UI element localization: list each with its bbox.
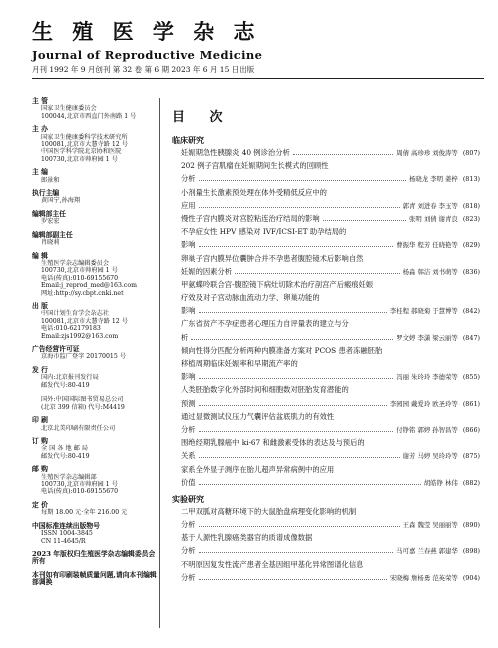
page-number: (842) bbox=[462, 307, 480, 316]
sidebar-line: Email:zjs1992@163.com bbox=[41, 332, 119, 340]
dot-leader bbox=[199, 378, 394, 379]
dot-leader bbox=[235, 273, 400, 274]
article-title-text: 分析 bbox=[181, 546, 196, 556]
sidebar-line: 100730,北京市帅府园 1 号 bbox=[41, 155, 118, 163]
toc-entry-row bbox=[172, 372, 480, 385]
article-title-text: 基于人源性乳腺癌类器官的质谱成像数据 bbox=[181, 533, 313, 543]
sidebar-block bbox=[32, 551, 160, 566]
toc-entry-title-line bbox=[172, 227, 480, 240]
sidebar-line: 国家卫生健康委员会 bbox=[41, 105, 97, 113]
dot-leader bbox=[199, 552, 394, 553]
article-authors: 李桂程 郝晓菊 于慧博等 bbox=[389, 307, 458, 316]
article-title-text: 预测 bbox=[181, 398, 196, 408]
toc-entry-row bbox=[172, 148, 480, 161]
sidebar-heading: 邮 购 bbox=[32, 465, 48, 474]
sidebar-heading: 2023 年版权归生殖医学杂志编辑委员会所有 bbox=[32, 549, 156, 566]
sidebar-line: 国外:中国国际图书贸易总公司 bbox=[41, 396, 124, 404]
article-title-text: 分析 bbox=[181, 520, 196, 530]
sidebar-line: 北京北美印刷有限责任公司 bbox=[41, 424, 116, 432]
sidebar-line: 100044,北京市西直门外南路 1 号 bbox=[41, 112, 137, 120]
sidebar-block bbox=[32, 502, 160, 517]
article-title-text: 影响 bbox=[181, 240, 196, 250]
toc-entry-title-line bbox=[172, 254, 480, 267]
dot-leader bbox=[199, 180, 406, 181]
sidebar-block bbox=[32, 190, 160, 205]
article-title-text: 疗效及对子宫动脉血流动力学、卵巢功能的 bbox=[181, 293, 320, 303]
sidebar-block bbox=[32, 126, 160, 163]
sidebar-line: 全 国 各 地 邮 局 bbox=[41, 445, 88, 453]
sidebar-line: 邮发代号:80-419 bbox=[41, 381, 90, 389]
sidebar-line: 电话(传真):010-69155670 bbox=[41, 488, 119, 496]
article-title-text: 分析 bbox=[181, 424, 196, 434]
sidebar-heading: 主 管 bbox=[32, 97, 48, 105]
article-title-text: 甲氨蝶呤联合宫-腹腔镜下病灶切除术治疗剖宫产后瘢痕妊娠 bbox=[181, 279, 374, 289]
article-authors: 曹振华 程芳 任晓艳等 bbox=[396, 241, 458, 250]
sidebar-line: 100730,北京市帅府园 1 号 bbox=[41, 267, 118, 275]
article-title-text: 关系 bbox=[181, 451, 196, 461]
sidebar-line: 100730,北京市帅府园 1 号 bbox=[41, 481, 118, 489]
page-number: (847) bbox=[462, 333, 480, 342]
article-title-text: 析 bbox=[181, 332, 189, 342]
sidebar-line: CN 11-4645/R bbox=[41, 537, 86, 545]
page-number: (898) bbox=[462, 547, 480, 556]
sidebar-block bbox=[32, 303, 160, 340]
toc-entry-title-line bbox=[172, 412, 480, 425]
sidebar-heading: 编 辑 bbox=[32, 251, 48, 260]
toc-entry-title-line bbox=[172, 293, 480, 306]
article-authors: 冯丽 朱玲玲 李德荣等 bbox=[396, 373, 458, 382]
sidebar-line: 邮发代号:80-419 bbox=[41, 452, 90, 460]
toc-entry-title-line bbox=[172, 161, 480, 174]
dot-leader bbox=[293, 154, 393, 155]
article-authors: 王森 魏莹 吴丽丽等 bbox=[402, 521, 458, 530]
sidebar-block bbox=[32, 232, 160, 247]
page-number: (813) bbox=[462, 175, 480, 184]
sidebar-line: 中国医学科学院北京协和医院 bbox=[41, 148, 122, 156]
sidebar-block bbox=[32, 466, 160, 496]
toc-title: 目 次 bbox=[172, 110, 233, 125]
toc-entry-row bbox=[172, 451, 480, 464]
toc-entry-title-line bbox=[172, 438, 480, 451]
dot-leader bbox=[199, 405, 387, 406]
toc-entry-title-line bbox=[172, 280, 480, 293]
sidebar-heading: 出 版 bbox=[32, 301, 48, 310]
toc-entry-row bbox=[172, 573, 480, 586]
sidebar-block bbox=[32, 211, 160, 226]
dot-leader bbox=[199, 312, 387, 313]
page-number: (882) bbox=[462, 478, 480, 487]
journal-title-english: Journal of Reproductive Medicine bbox=[32, 48, 263, 62]
article-title-text: 妊娠的因素分析 bbox=[181, 266, 233, 276]
page-number: (818) bbox=[462, 201, 480, 210]
article-title-text: 影响 bbox=[181, 372, 196, 382]
sidebar-line: 电话(传真):010-69155670 bbox=[41, 274, 119, 282]
page-number: (836) bbox=[462, 267, 480, 276]
page-number: (807) bbox=[462, 149, 480, 157]
article-title-text: 应用 bbox=[181, 200, 196, 210]
toc-entry-row bbox=[172, 214, 480, 227]
article-title-text: 移植周期临床妊娠率和早期流产率的 bbox=[181, 359, 298, 368]
sidebar-heading: 中国标准连续出版物号 bbox=[32, 521, 100, 530]
toc-entry-row bbox=[172, 425, 480, 438]
article-authors: 杨晓龙 李明 姜梓 bbox=[409, 175, 458, 184]
toc-entry-row bbox=[172, 240, 480, 253]
toc-entry-title-line bbox=[172, 319, 480, 332]
article-title-text: 广东省贫产不孕症患者心理压力自评量表的建立与分 bbox=[181, 319, 349, 329]
article-title-text: 202 例子宫肌瘤在妊娠期间生长模式的回顾性 bbox=[181, 161, 329, 171]
article-authors: 谢芳 马婷 吴玲玲等 bbox=[402, 452, 458, 461]
page-number: (904) bbox=[462, 573, 480, 582]
page-number: (890) bbox=[462, 521, 480, 530]
article-title-text: 妊娠期急性胰腺炎 40 例诊治分析 bbox=[181, 148, 290, 157]
article-title-text: 慢性子宫内膜炎对宫腔粘连治疗结局的影响 bbox=[181, 213, 320, 223]
dot-leader bbox=[199, 246, 394, 247]
page-number: (875) bbox=[462, 452, 480, 461]
sidebar-block bbox=[32, 572, 160, 587]
article-title-text: 影响 bbox=[181, 306, 196, 316]
toc-entry-title-line bbox=[172, 359, 480, 372]
page-number: (823) bbox=[462, 214, 480, 223]
article-authors: 李园园 戴爱玲 欧圣玲等 bbox=[389, 399, 458, 408]
masthead bbox=[32, 16, 482, 79]
sidebar-line: 100081,北京市大慧寺路 12 号 bbox=[41, 141, 128, 149]
sidebar-line: ISSN 1004-3845 bbox=[41, 530, 93, 538]
sidebar-heading: 本刊如有印刷装帧质量问题,请向本刊编辑部调换 bbox=[32, 570, 157, 587]
sidebar-heading: 印 刷 bbox=[32, 416, 48, 425]
sidebar-heading: 编辑部主任 bbox=[32, 209, 66, 218]
article-authors: 张明 刘倩 谢青良 bbox=[409, 214, 458, 223]
toc-entry-title-line bbox=[172, 507, 480, 520]
sidebar-heading: 发 行 bbox=[32, 365, 48, 374]
toc-entry-title-line bbox=[172, 465, 480, 478]
article-authors: 付铮铭 郭婷 孙智昌等 bbox=[396, 425, 458, 434]
sidebar-heading: 订 购 bbox=[32, 437, 48, 446]
sidebar-block bbox=[32, 523, 160, 545]
sidebar-line: 生殖医学杂志编辑委员会 bbox=[41, 259, 110, 267]
article-title-text: 卵巢子宫内膜异位囊肿合并不孕患者腹腔镜术后影响自然 bbox=[181, 253, 364, 263]
sidebar-heading: 广告经营许可证 bbox=[32, 344, 80, 353]
dot-leader bbox=[199, 431, 394, 432]
sidebar-block bbox=[32, 367, 160, 411]
sidebar-line: 肖晓莉 bbox=[41, 239, 60, 247]
dot-leader bbox=[199, 207, 400, 208]
toc-entry-row bbox=[172, 478, 480, 491]
toc-entry-row bbox=[172, 201, 480, 214]
sidebar-line: Email:j_reprod_med@163.com bbox=[41, 282, 137, 290]
article-authors: 周倩 高珍珍 刘俊涛等 bbox=[396, 149, 458, 157]
sidebar-heading: 编辑部副主任 bbox=[32, 230, 73, 239]
toc-entry-row bbox=[172, 306, 480, 319]
section-heading: 实验研究 bbox=[172, 493, 204, 504]
article-title-text: 倾向性得分匹配分析两种内膜准备方案对 PCOS 患者冻融胚胎 bbox=[181, 345, 383, 355]
article-authors: 马可嘉 兰春燕 郭建华 bbox=[396, 547, 458, 556]
sidebar-line: 中国计划生育学会杂志社 bbox=[41, 310, 110, 318]
dot-leader bbox=[191, 339, 393, 340]
sidebar-divider bbox=[159, 98, 160, 628]
dot-leader bbox=[323, 220, 406, 221]
sidebar-line: 生殖医学杂志编辑部 bbox=[41, 473, 97, 481]
sidebar-line: 100081,北京市大慧寺路 12 号 bbox=[41, 317, 128, 325]
article-authors: 杨淼 韩洁 刘书萌等 bbox=[402, 267, 458, 276]
article-title-text: 分析 bbox=[181, 174, 196, 184]
toc-entry-row bbox=[172, 267, 480, 280]
toc-entry-row bbox=[172, 399, 480, 412]
toc-entry-row bbox=[172, 520, 480, 533]
sidebar-line: 网址:http://sy.cbpt.cnki.net bbox=[41, 289, 124, 297]
sidebar-line: (北京 399 信箱) 代号:M4419 bbox=[41, 403, 125, 411]
publication-info-sidebar bbox=[32, 98, 160, 593]
article-title-text: 家系全外显子测序在胎儿超声异常病例中的应用 bbox=[181, 464, 335, 474]
dot-leader bbox=[199, 526, 400, 527]
sidebar-block bbox=[32, 346, 160, 361]
table-of-contents bbox=[172, 106, 480, 586]
sidebar-line: 电话:010-62179183 bbox=[41, 325, 101, 333]
sidebar-block bbox=[32, 438, 160, 460]
sidebar-block bbox=[32, 169, 160, 184]
sidebar-line: 黄国宁,孙海翔 bbox=[41, 197, 81, 205]
toc-entry-row bbox=[172, 174, 480, 187]
toc-entry-row bbox=[172, 333, 480, 346]
toc-entry-title-line bbox=[172, 346, 480, 359]
article-title-text: 人类胚胎数字化外部时间和细胞数对胚胎发育潜能的 bbox=[181, 385, 349, 395]
article-title-text: 价值 bbox=[181, 477, 196, 487]
sidebar-block bbox=[32, 98, 160, 120]
toc-entry-title-line bbox=[172, 385, 480, 398]
article-title-text: 分析 bbox=[181, 572, 196, 582]
article-title-text: 围绝经期乳腺癌中 ki-67 和雌激素受体的表达及与预后的 bbox=[181, 438, 365, 448]
sidebar-line: 郎景和 bbox=[41, 176, 60, 184]
article-authors: 胡皓铮 林伟 bbox=[423, 478, 458, 487]
dot-leader bbox=[199, 484, 421, 485]
sidebar-heading: 主 办 bbox=[32, 125, 48, 134]
sidebar-block bbox=[32, 253, 160, 297]
article-authors: 罗文婷 李潇 梁云丽等 bbox=[396, 333, 458, 342]
sidebar-line: 京海市监广登字 20170015 号 bbox=[41, 353, 126, 361]
sidebar-line: 国内:北京报刊发行局 bbox=[41, 374, 99, 382]
page-number: (855) bbox=[462, 373, 480, 382]
article-title-text: 通过显微测试仪压力气囊评估盆底肌力的有效性 bbox=[181, 411, 335, 421]
article-title-text: 不孕症女性 HPV 感染对 IVF/ICSI-ET 助孕结局的 bbox=[181, 227, 347, 237]
article-title-text: 不明原因复发性流产患者全基因组甲基化异常图谱化信息 bbox=[181, 559, 364, 569]
masthead-rule bbox=[32, 78, 484, 79]
page-number: (861) bbox=[462, 399, 480, 408]
journal-title-chinese: 生 殖 医 学 杂 志 bbox=[32, 19, 261, 44]
dot-leader bbox=[199, 579, 387, 580]
article-title-text: 二甲双胍对高糖环境下的大鼠胎盘病理变化影响的机制 bbox=[181, 506, 357, 516]
page-number: (866) bbox=[462, 425, 480, 434]
sidebar-heading: 执行主编 bbox=[32, 189, 60, 198]
article-authors: 宋晓梅 詹杨勇 范英荣等 bbox=[389, 573, 458, 582]
sidebar-heading: 定 价 bbox=[32, 500, 48, 509]
section-heading: 临床研究 bbox=[172, 135, 204, 145]
sidebar-block bbox=[32, 417, 160, 432]
sidebar-line: 国家卫生健康委科学技术研究所 bbox=[41, 133, 128, 141]
page-number: (829) bbox=[462, 241, 480, 250]
article-authors: 郭青 刘进春 李玉等 bbox=[402, 201, 458, 210]
toc-entry-title-line bbox=[172, 560, 480, 573]
toc-entry-title-line bbox=[172, 188, 480, 201]
sidebar-heading: 主 编 bbox=[32, 168, 48, 177]
toc-entry-row bbox=[172, 546, 480, 559]
issue-line: 月刊 1992 年 9 月创刊 第 32 卷 第 6 期 2023 年 6 月 15 日出版 bbox=[32, 65, 255, 74]
toc-entry-title-line bbox=[172, 533, 480, 546]
sidebar-line: 罗宏宏 bbox=[41, 218, 60, 226]
sidebar-line: 每期 18.00 元·全年 216.00 元 bbox=[41, 509, 128, 517]
dot-leader bbox=[199, 457, 400, 458]
article-title-text: 小剂量生长激素预处理在体外受精低反应中的 bbox=[181, 187, 327, 197]
